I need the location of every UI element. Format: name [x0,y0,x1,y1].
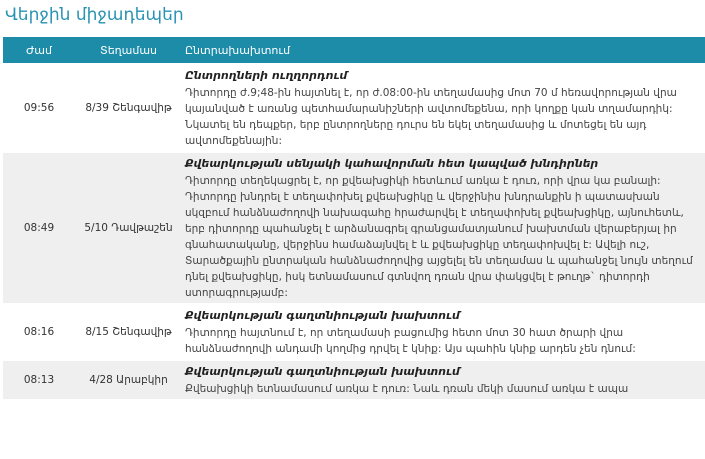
incident-time: 08:13 [3,361,75,399]
column-header-description: Ընտրախախտում [182,37,705,63]
incident-title[interactable]: Քվեարկության գաղտնիության խախտում [185,309,460,322]
table-row[interactable] [3,65,705,151]
incident-text: Քվեախցիկի ետնամասում առկա է դուռ: Նաև դռան մեկի մասում առկա է ապա [185,383,629,395]
incident-location: 8/15 Շենգավիթ [75,305,182,359]
incidents-table [3,37,705,401]
page-title: Վերջին միջադեպեր [5,5,184,25]
incident-title[interactable]: Քվեարկության սենյակի կահավորման հետ կապված խնդիրներ [185,157,599,170]
incident-location: 5/10 Դավթաշեն [75,153,182,303]
column-header-location: Տեղամաս [75,37,182,63]
column-header-time: Ժամ [3,37,75,63]
incident-text: Դիտորդը հայտնում է, որ տեղամասի բացումից հետո մոտ 30 հատ ծրարի վրա հանձնաժողովի անդամի կողմից դրվել է կնիք: Այս պահին կնիք արդեն չեն դնում: [185,327,636,355]
incident-description [182,153,705,303]
incident-description [182,65,705,151]
incident-location: 8/39 Շենգավիթ [75,65,182,151]
table-row[interactable] [3,305,705,359]
incident-text: Դիտորդը տեղեկացրել է, որ քվեախցիկի հետևում առկա է դուռ, որի վրա կա բանալի: Դիտորդը խնդրել է տեղափոխել քվեախցիկը և վերջինիս խնդրանքին ի պատասխան սկզբում հանձնաժողովի նախագահը հրաժարվել է տեղափոխել քվեախցիկը, այնուհետև, երբ դիտորդը պահանջել է արձանագրել գրանցամատյանում խախտման վերաբերյալ իր գնահատականը, վերջինս համաձայնվել է և քվեախցիկը տեղափոխվել է: Ավելի ուշ, Տարածքային ընտրական հանձնաժողովից այցելել են տեղամաս և պահանջել նույն տեղում դնել քվեախցիկը, իսկ ետնամասում գտնվող դռան վրա փակցվել է թուղթ` դիտորդի ստորագրությամբ: [185,175,693,299]
table-row[interactable] [3,361,705,399]
incident-title[interactable]: Ընտրողների ուղղորդում [185,69,348,82]
incident-text: Դիտորդը ժ.9;48-ին հայտնել է, որ ժ.08:00-ին տեղամասից մոտ 70 մ հեռավորության վրա կայանված է առանց պետհամարանիշների ավտոմեքենա, որի կողքը կան տղամարդիկ: Նկատել են դեպքեր, երբ ընտրողները դուրս են եկել տեղամասից և մոտեցել են այդ ավտոմեքենային: [185,87,677,147]
incident-description [182,361,705,399]
incident-time: 09:56 [3,65,75,151]
table-row[interactable] [3,153,705,303]
incident-title[interactable]: Քվեարկության գաղտնիության խախտում [185,365,460,378]
incident-location: 4/28 Արաբկիր [75,361,182,399]
incident-description [182,305,705,359]
incident-time: 08:16 [3,305,75,359]
incident-time: 08:49 [3,153,75,303]
table-header-row [3,37,705,63]
incidents-table-container [3,37,705,439]
